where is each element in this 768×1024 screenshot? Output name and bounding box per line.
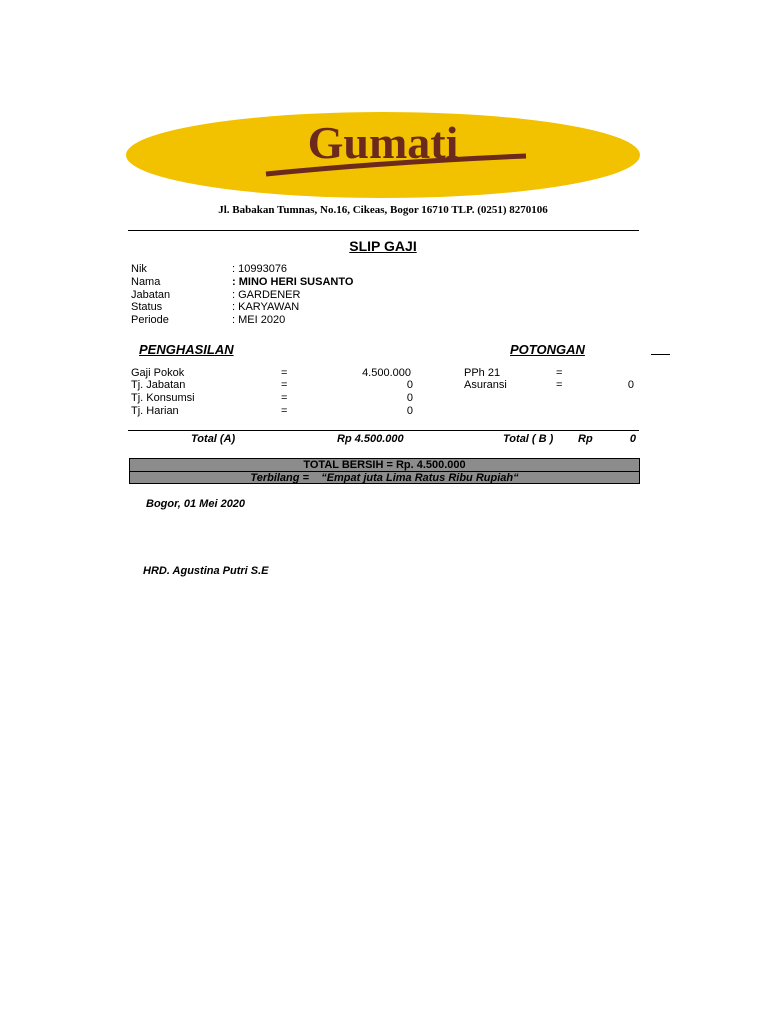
net-total-words: Terbilang = “Empat juta Lima Ratus Ribu Rupiah“ <box>250 472 519 484</box>
logo-text: Gumati <box>307 117 459 168</box>
income-row-label: Gaji Pokok <box>131 367 185 379</box>
company-address: Jl. Babakan Tumnas, No.16, Cikeas, Bogor 16710 TLP. (0251) 8270106 <box>218 204 548 216</box>
document-title <box>126 238 640 254</box>
periode-label: Periode <box>131 314 169 326</box>
jabatan-value: : GARDENER <box>232 289 301 301</box>
deduction-total-label: Total ( B ) <box>503 433 554 445</box>
deduction-row-eq: = <box>556 367 563 379</box>
deduction-total-value: 0 <box>629 433 636 445</box>
net-total-text: TOTAL BERSIH = Rp. 4.500.000 <box>303 459 466 471</box>
document-title-text: SLIP GAJI <box>349 238 417 254</box>
deductions-heading: POTONGAN <box>510 342 585 357</box>
income-heading: PENGHASILAN <box>139 342 234 357</box>
nama-label: Nama <box>131 276 161 288</box>
nama-value: : MINO HERI SUSANTO <box>232 276 354 288</box>
nik-value: : 10993076 <box>232 263 288 275</box>
income-total-value: Rp 4.500.000 <box>337 433 404 445</box>
income-row-eq: = <box>281 392 288 404</box>
deduction-row-label: PPh 21 <box>464 367 501 379</box>
signatory: HRD. Agustina Putri S.E <box>143 565 269 577</box>
nik-label: Nik <box>131 263 147 275</box>
status-label: Status <box>131 301 163 313</box>
deduction-row-label: Asuransi <box>464 379 507 391</box>
margin-line <box>651 354 670 355</box>
income-row-value: 0 <box>406 392 413 404</box>
place-date: Bogor, 01 Mei 2020 <box>146 498 246 510</box>
jabatan-label: Jabatan <box>131 289 171 301</box>
deduction-row-value: 0 <box>627 379 634 391</box>
income-total-label: Total (A) <box>191 433 236 445</box>
totals-divider <box>128 430 639 431</box>
status-value: : KARYAWAN <box>232 301 300 313</box>
income-row-label: Tj. Harian <box>131 405 179 417</box>
periode-value: : MEI 2020 <box>232 314 286 326</box>
income-row-eq: = <box>281 367 288 379</box>
income-row-label: Tj. Konsumsi <box>131 392 195 404</box>
company-logo <box>126 112 640 198</box>
income-row-eq: = <box>281 405 288 417</box>
deduction-row-eq: = <box>556 379 563 391</box>
income-row-eq: = <box>281 379 288 391</box>
income-row-value: 0 <box>406 405 413 417</box>
income-row-value: 4.500.000 <box>362 367 411 379</box>
deduction-total-currency: Rp <box>578 433 593 445</box>
header-divider <box>128 230 639 231</box>
income-row-label: Tj. Jabatan <box>131 379 186 391</box>
income-row-value: 0 <box>406 379 413 391</box>
